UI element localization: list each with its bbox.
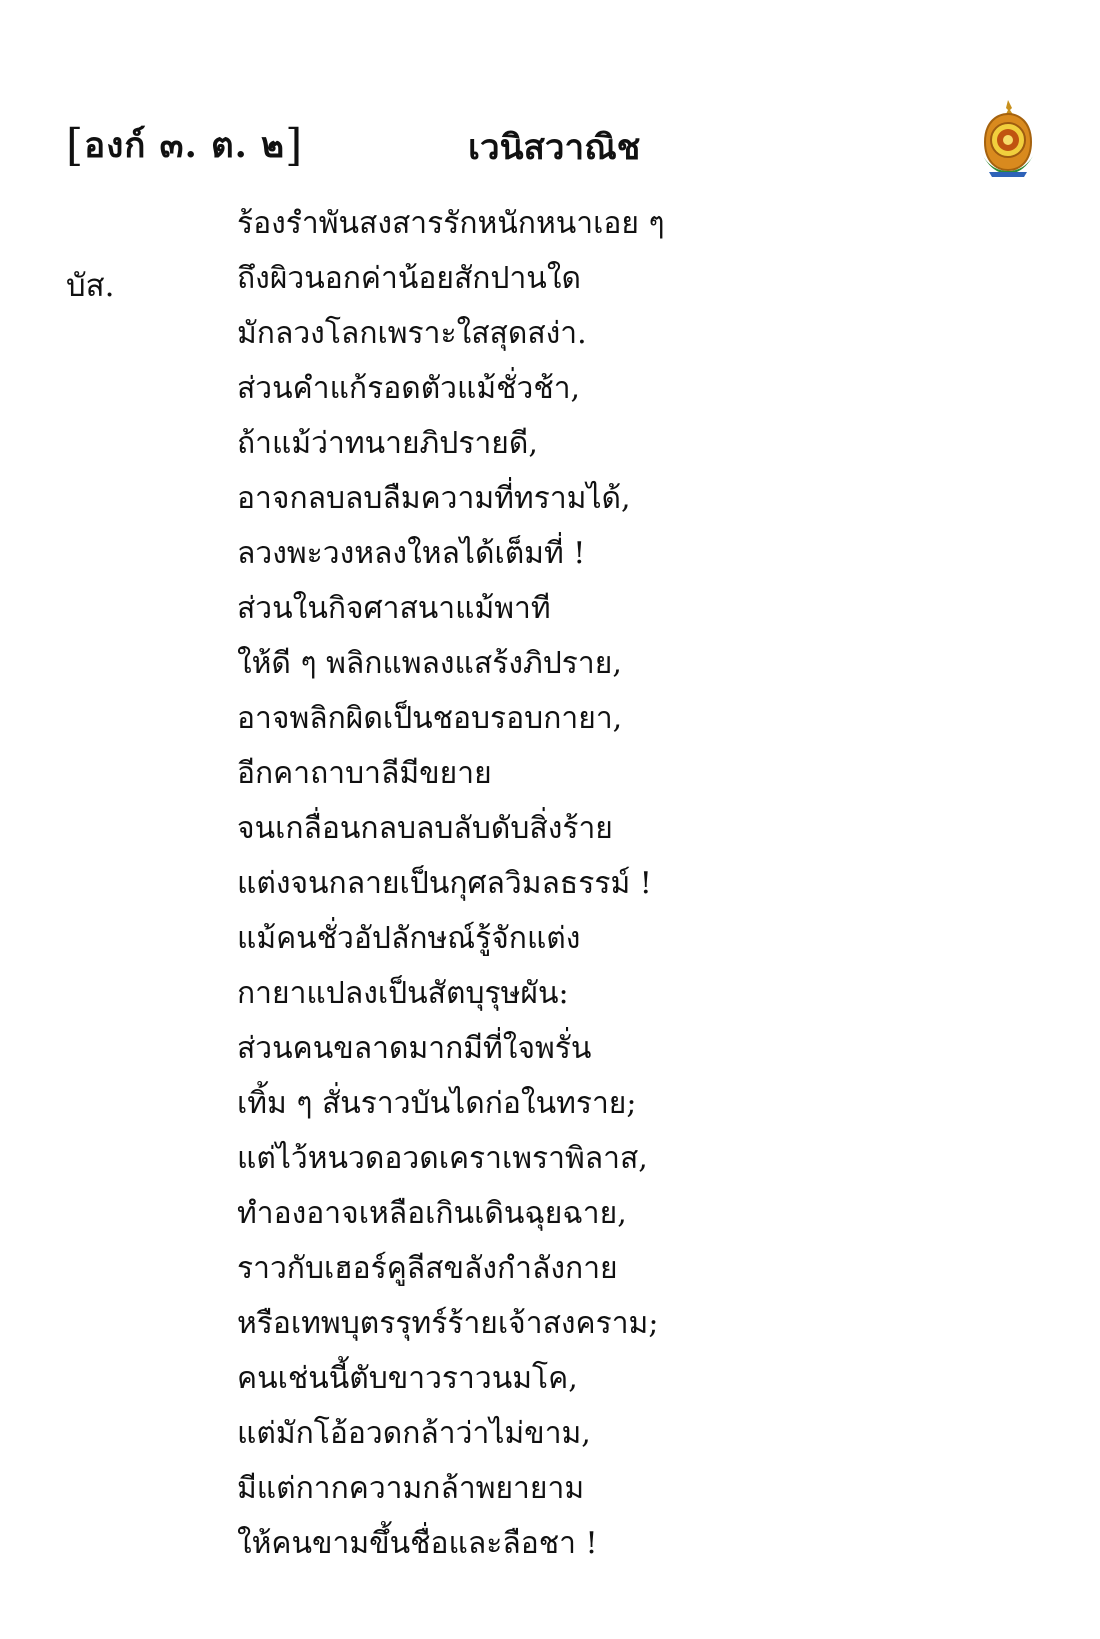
verse-line: จนเกลื่อนกลบลบลับดับสิ่งร้าย: [237, 811, 613, 846]
verse-line: มีแต่กากความกล้าพยายาม: [237, 1471, 585, 1506]
speaker-label: บัส.: [66, 268, 115, 304]
royal-seal-icon: [977, 98, 1039, 178]
verse-line: ให้ดี ๆ พลิกแพลงแสร้งภิปราย,: [237, 646, 622, 681]
verse-line: แม้คนชั่วอัปลักษณ์รู้จักแต่ง: [237, 921, 581, 956]
verse-line: ร้องรำพันสงสารรักหนักหนาเอย ๆ: [237, 206, 665, 241]
verse-line: ส่วนคนขลาดมากมีที่ใจพรั่น: [237, 1031, 592, 1066]
verse-line: ส่วนในกิจศาสนาแม้พาที: [237, 591, 551, 626]
verse-line: แต่ไว้หนวดอวดเคราเพราพิลาส,: [237, 1141, 648, 1176]
verse-line: มักลวงโลกเพราะใสสุดสง่า.: [237, 316, 587, 351]
verse-line: ถ้าแม้ว่าทนายภิปรายดี,: [237, 426, 538, 461]
page-title: เวนิสวาณิช: [468, 127, 641, 168]
verse-line: เทิ้ม ๆ สั่นราวบันไดก่อในทราย;: [237, 1086, 637, 1121]
close-bracket: ]: [285, 120, 304, 171]
verse-line: ถึงผิวนอกค่าน้อยสักปานใด: [237, 261, 581, 296]
verse-line: ให้คนขามขึ้นชื่อและลือชา !: [237, 1526, 598, 1561]
verse-line: ลวงพะวงหลงใหลได้เต็มที่ !: [237, 536, 586, 571]
act-scene-reference: [66, 118, 303, 173]
verse-line: คนเช่นนี้ตับขาวราวนมโค,: [237, 1361, 578, 1396]
verse-line: กายาแปลงเป็นสัตบุรุษผัน:: [237, 976, 569, 1011]
verse-line: อาจพลิกผิดเป็นชอบรอบกายา,: [237, 701, 623, 736]
verse-line: อีกคาถาบาลีมีขยาย: [237, 756, 492, 791]
act-scene-label: องก์ ๓. ต. ๒: [84, 125, 286, 166]
verse-line: ราวกับเฮอร์คูลีสขลังกำลังกาย: [237, 1251, 618, 1286]
verse-line: หรือเทพบุตรรุทร์ร้ายเจ้าสงคราม;: [237, 1306, 659, 1341]
verse-line: แต่มักโอ้อวดกล้าว่าไม่ขาม,: [237, 1416, 591, 1451]
verse-block: [237, 196, 665, 1571]
verse-line: แต่งจนกลายเป็นกุศลวิมลธรรม์ !: [237, 866, 652, 901]
verse-line: ส่วนคำแก้รอดตัวแม้ชั่วช้า,: [237, 371, 581, 406]
verse-line: ทำองอาจเหลือเกินเดินฉุยฉาย,: [237, 1196, 627, 1231]
open-bracket: [: [66, 120, 85, 171]
verse-line: อาจกลบลบลืมความที่ทรามได้,: [237, 481, 631, 516]
